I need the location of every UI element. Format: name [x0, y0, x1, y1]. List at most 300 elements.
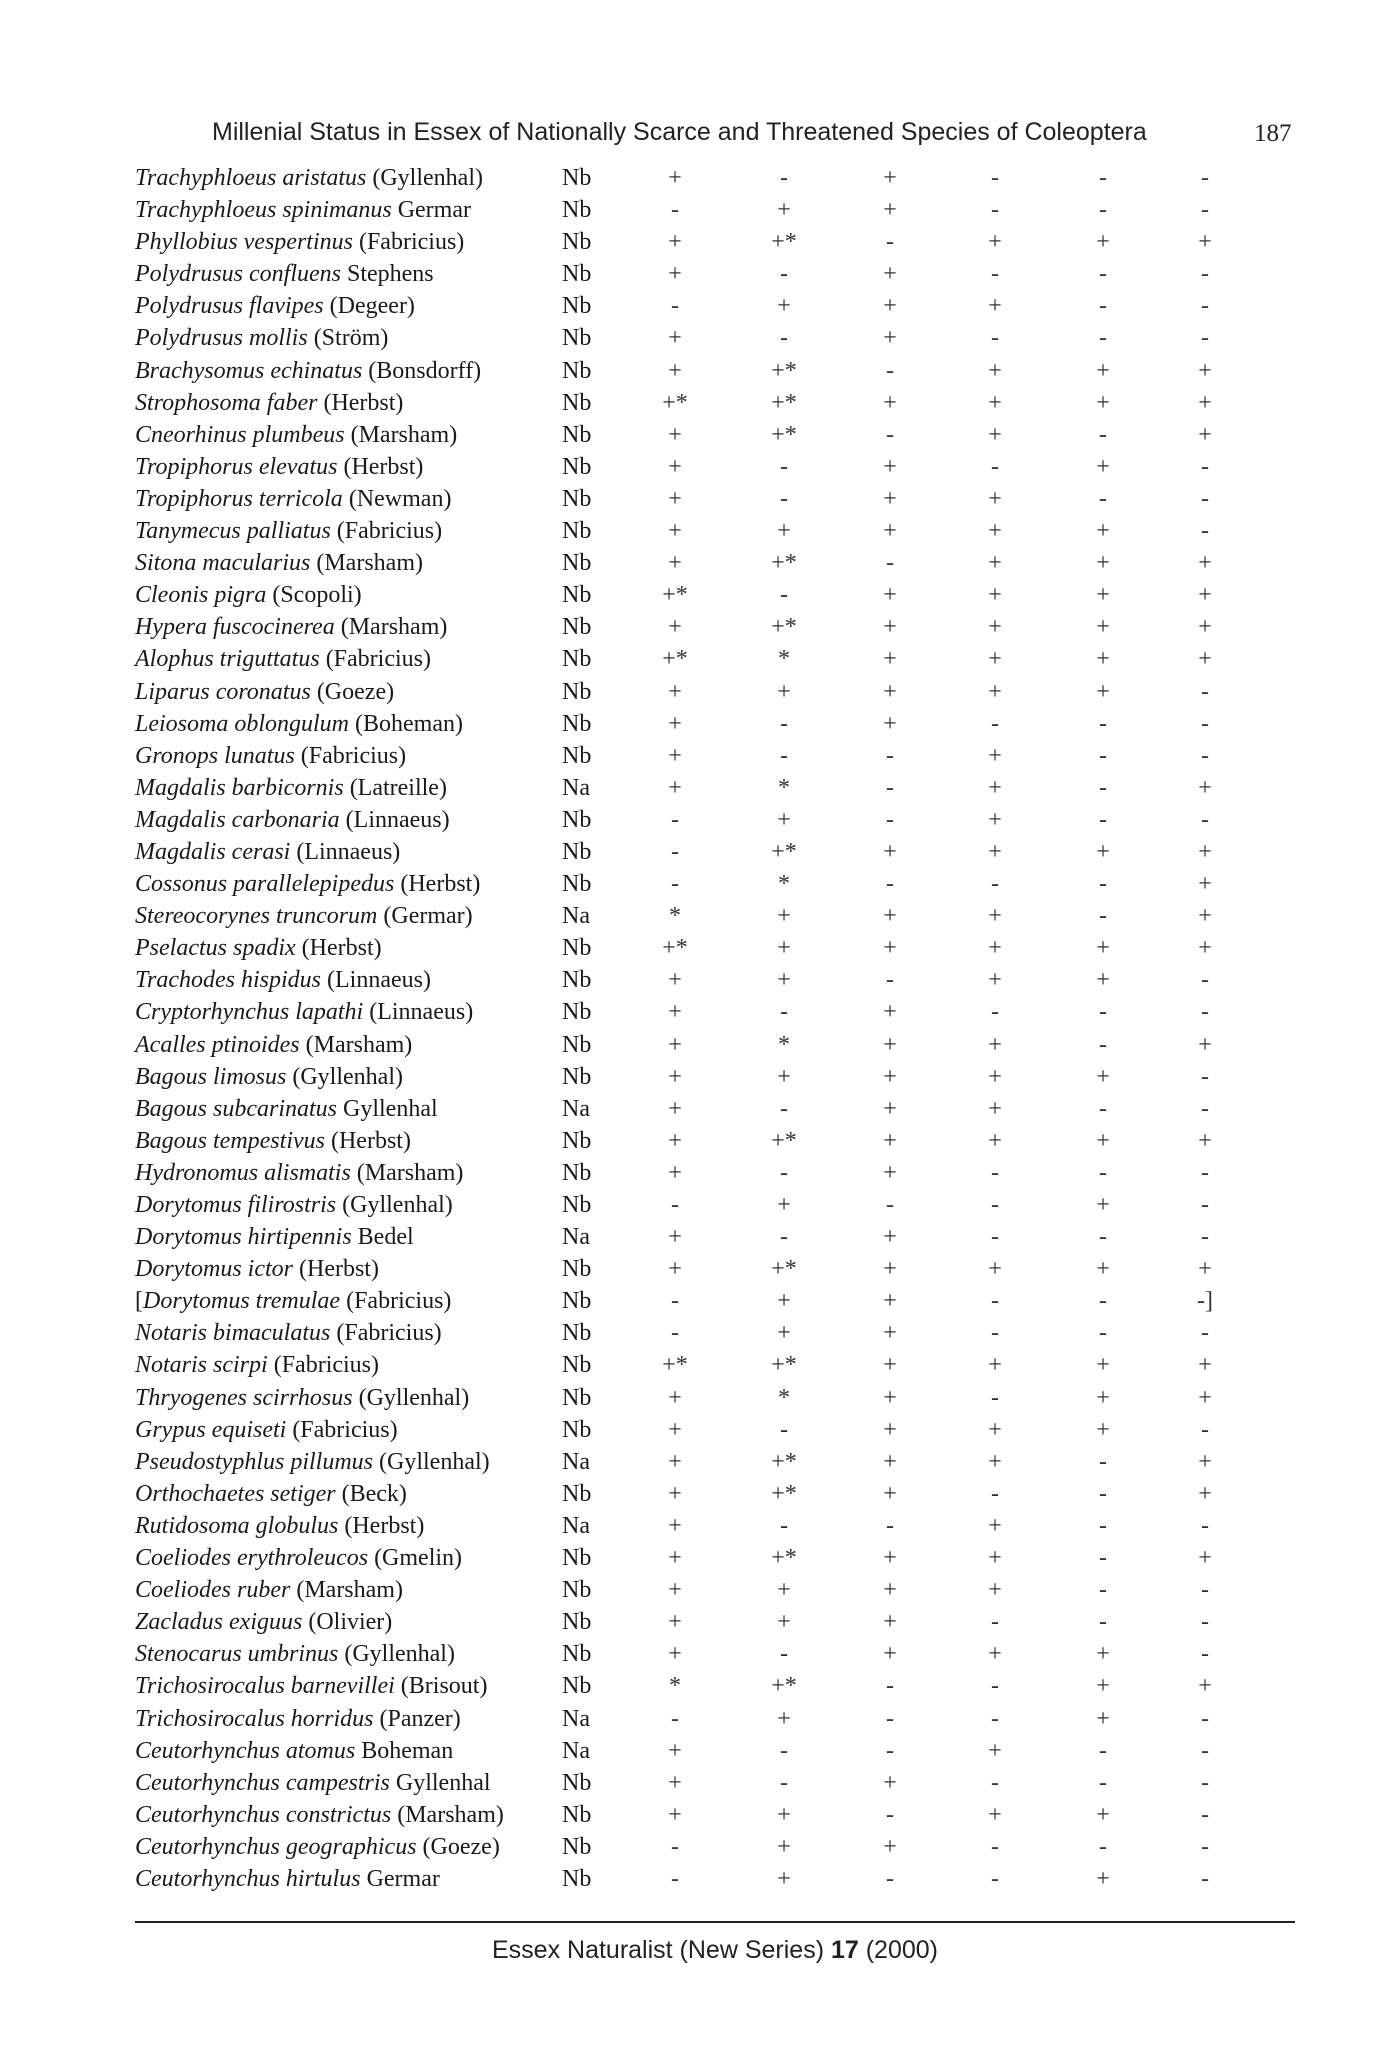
record-cell: -	[1201, 1865, 1209, 1892]
record-cell: -	[671, 197, 679, 224]
record-cell: +	[668, 1577, 682, 1604]
record-cell: +	[883, 1448, 897, 1475]
record-cell: +	[988, 421, 1002, 448]
conservation-status: Nb	[562, 1577, 592, 1604]
record-cell: +	[668, 550, 682, 577]
record-cell: +	[1198, 1127, 1212, 1154]
record-cell: +	[668, 1159, 682, 1186]
record-cell: +*	[771, 550, 797, 577]
species-authority: (Bonsdorff)	[368, 357, 482, 384]
table-row	[0, 611, 1400, 643]
record-cell: +*	[771, 1545, 797, 1572]
record-cell: -	[1201, 453, 1209, 480]
record-cell: +	[668, 421, 682, 448]
record-cell: -	[991, 1384, 999, 1411]
record-cell: -	[1201, 165, 1209, 191]
conservation-status: Nb	[562, 1801, 592, 1828]
record-cell: +	[1096, 646, 1110, 673]
record-cell: +*	[771, 838, 797, 865]
record-cell: -	[886, 229, 894, 256]
species-binomial: Leiosoma oblongulum	[135, 710, 350, 737]
species-binomial: Dorytomus tremulae	[143, 1288, 341, 1315]
record-cell: +	[1096, 1641, 1110, 1668]
record-cell: -	[991, 1705, 999, 1732]
record-cell: +	[988, 1641, 1002, 1668]
species-name	[135, 643, 431, 675]
record-cell: -	[780, 1512, 788, 1539]
record-cell: +	[988, 903, 1002, 930]
species-binomial: Hydronomus alismatis	[135, 1159, 351, 1186]
species-binomial: Coeliodes ruber	[135, 1577, 291, 1604]
record-cell: +	[1096, 935, 1110, 962]
conservation-status: Nb	[562, 1031, 592, 1058]
record-cell: -	[780, 742, 788, 769]
conservation-status: Nb	[562, 1127, 592, 1154]
conservation-status: Nb	[562, 1256, 592, 1283]
table-row	[0, 1863, 1400, 1895]
record-cell: +	[883, 1609, 897, 1636]
record-cell: +	[883, 1320, 897, 1347]
record-cell: -	[1099, 1480, 1107, 1507]
record-cell: +	[777, 1320, 791, 1347]
conservation-status: Nb	[562, 1641, 592, 1668]
record-cell: +	[1198, 229, 1212, 256]
species-binomial: Polydrusus flavipes	[135, 293, 324, 320]
species-authority: (Linnaeus)	[345, 806, 450, 833]
species-name	[135, 226, 464, 258]
table-row	[0, 1767, 1400, 1799]
species-name	[135, 322, 388, 354]
table-row	[0, 1478, 1400, 1510]
conservation-status: Nb	[562, 518, 592, 545]
record-cell: +	[1096, 582, 1110, 609]
species-authority: (Fabricius)	[358, 229, 465, 256]
species-binomial: Trachyphloeus spinimanus	[135, 197, 392, 224]
table-row	[0, 515, 1400, 547]
record-cell: +	[1198, 1031, 1212, 1058]
record-cell: -	[1099, 903, 1107, 930]
table-row	[0, 355, 1400, 387]
record-cell: +	[988, 229, 1002, 256]
record-cell: +	[668, 710, 682, 737]
record-cell: -	[780, 1224, 788, 1251]
species-authority: Gyllenhal	[343, 1095, 438, 1122]
record-cell: -	[1099, 1577, 1107, 1604]
record-cell: -	[1201, 1609, 1209, 1636]
record-cell: -	[1201, 967, 1209, 994]
record-cell: +	[777, 518, 791, 545]
footer-journal: Essex Naturalist (New Series)	[491, 1936, 825, 1964]
record-cell: -	[1201, 325, 1209, 352]
record-cell: +	[777, 935, 791, 962]
species-binomial: Notaris scirpi	[135, 1352, 268, 1379]
record-cell: -	[1099, 742, 1107, 769]
record-cell: -	[780, 453, 788, 480]
record-cell: +	[1096, 614, 1110, 641]
conservation-status: Nb	[562, 1609, 592, 1636]
record-cell: +	[668, 967, 682, 994]
species-binomial: Strophosoma faber	[135, 389, 318, 416]
record-cell: +	[1096, 1801, 1110, 1828]
record-cell: +	[1096, 678, 1110, 705]
species-authority: (Gyllenhal)	[358, 1384, 470, 1411]
record-cell: *	[778, 871, 790, 898]
record-cell: +	[668, 518, 682, 545]
record-cell: -	[1099, 871, 1107, 898]
record-cell: +	[1198, 1673, 1212, 1700]
species-authority: (Fabricius)	[336, 518, 443, 545]
species-name	[135, 1382, 469, 1414]
table-row	[0, 1510, 1400, 1542]
species-authority: (Fabricius)	[325, 646, 431, 673]
record-cell: +	[988, 518, 1002, 545]
record-cell: +	[1096, 229, 1110, 256]
record-cell: *	[669, 903, 681, 930]
record-cell: -	[1099, 999, 1107, 1026]
conservation-status: Nb	[562, 614, 592, 641]
record-cell: +	[668, 1127, 682, 1154]
record-cell: -	[1201, 1416, 1209, 1443]
species-name	[135, 1349, 379, 1381]
record-cell: -	[886, 1192, 894, 1218]
record-cell: +	[988, 389, 1002, 416]
record-cell: +	[777, 1833, 791, 1860]
record-cell: +	[668, 1095, 682, 1122]
record-cell: +	[1096, 1384, 1110, 1411]
record-cell: -	[1201, 1192, 1209, 1218]
record-cell: +	[988, 1352, 1002, 1379]
record-cell: +	[883, 1833, 897, 1860]
record-cell: -	[780, 261, 788, 288]
species-binomial: Bagous limosus	[135, 1063, 287, 1090]
record-cell: -	[1201, 742, 1209, 769]
species-authority: (Gyllenhal)	[379, 1448, 490, 1475]
record-cell: +	[988, 774, 1002, 801]
record-cell: +	[777, 806, 791, 833]
record-cell: -	[780, 325, 788, 352]
record-cell: +	[883, 1545, 897, 1572]
record-cell: -	[780, 1769, 788, 1796]
species-authority: (Olivier)	[308, 1609, 393, 1636]
species-name	[135, 290, 415, 322]
table-row	[0, 258, 1400, 290]
species-binomial: Trichosirocalus horridus	[135, 1705, 374, 1732]
record-cell: -	[886, 871, 894, 898]
table-row	[0, 1157, 1400, 1189]
record-cell: +	[988, 838, 1002, 865]
record-cell: -	[671, 871, 679, 898]
species-name	[135, 1478, 407, 1510]
record-cell: +	[883, 518, 897, 545]
species-authority: Stephens	[346, 261, 434, 288]
record-cell: -	[991, 1833, 999, 1860]
species-authority: Germar	[366, 1865, 440, 1892]
conservation-status: Nb	[562, 806, 592, 833]
record-cell: -	[1099, 1609, 1107, 1636]
species-authority: (Fabricius)	[346, 1288, 452, 1315]
table-row	[0, 772, 1400, 804]
record-cell: +	[668, 1512, 682, 1539]
record-cell: -]	[1197, 1288, 1213, 1315]
record-cell: +	[988, 1545, 1002, 1572]
record-cell: +	[777, 678, 791, 705]
record-cell: +*	[771, 614, 797, 641]
species-binomial: Hypera fuscocinerea	[135, 614, 335, 641]
species-authority: (Herbst)	[400, 871, 481, 898]
species-name	[135, 900, 473, 932]
conservation-status: Nb	[562, 293, 592, 320]
species-name	[135, 1831, 500, 1863]
record-cell: +	[668, 1609, 682, 1636]
record-cell: +*	[771, 357, 797, 384]
record-cell: -	[1201, 1577, 1209, 1604]
species-name	[135, 579, 362, 611]
conservation-status: Nb	[562, 485, 592, 512]
record-cell: +	[777, 1577, 791, 1604]
species-binomial: Acalles ptinoides	[135, 1031, 300, 1058]
table-row	[0, 194, 1400, 226]
species-binomial: Gronops lunatus	[135, 742, 295, 769]
species-authority: (Fabricius)	[273, 1352, 380, 1379]
record-cell: +*	[771, 1480, 797, 1507]
record-cell: +	[883, 646, 897, 673]
record-cell: +	[777, 1609, 791, 1636]
record-cell: +*	[662, 935, 688, 962]
table-row	[0, 451, 1400, 483]
species-authority: (Degeer)	[329, 293, 415, 320]
record-cell: +	[1096, 838, 1110, 865]
species-binomial: Notaris bimaculatus	[135, 1320, 331, 1347]
record-cell: -	[1201, 293, 1209, 320]
record-cell: +	[883, 453, 897, 480]
species-name	[135, 1414, 398, 1446]
bracket-open: [	[135, 1288, 143, 1315]
record-cell: -	[886, 742, 894, 769]
record-cell: -	[1099, 485, 1107, 512]
conservation-status: Nb	[562, 935, 592, 962]
record-cell: -	[886, 1705, 894, 1732]
page-number: 187	[1254, 120, 1292, 147]
species-name	[135, 1767, 491, 1799]
species-authority: (Marsham)	[397, 1801, 504, 1828]
record-cell: -	[1099, 774, 1107, 801]
species-authority: (Linnaeus)	[296, 838, 401, 865]
species-binomial: Bagous subcarinatus	[135, 1095, 338, 1122]
record-cell: +	[1198, 838, 1212, 865]
table-row	[0, 1670, 1400, 1702]
species-authority: (Gmelin)	[374, 1545, 463, 1572]
record-cell: +	[668, 1063, 682, 1090]
species-name	[135, 483, 451, 515]
species-authority: (Herbst)	[301, 935, 382, 962]
conservation-status: Nb	[562, 871, 592, 898]
record-cell: -	[671, 1865, 679, 1892]
species-authority: (Herbst)	[343, 453, 424, 480]
table-row	[0, 1253, 1400, 1285]
record-cell: +	[1198, 903, 1212, 930]
record-cell: -	[1099, 1545, 1107, 1572]
record-cell: -	[991, 710, 999, 737]
record-cell: -	[991, 325, 999, 352]
record-cell: -	[1099, 1095, 1107, 1122]
record-cell: -	[1201, 678, 1209, 705]
table-row	[0, 1831, 1400, 1863]
record-cell: +	[883, 999, 897, 1026]
record-cell: +	[988, 1801, 1002, 1828]
record-cell: +	[668, 614, 682, 641]
species-name	[135, 804, 450, 836]
species-binomial: Trachyphloeus aristatus	[135, 165, 367, 191]
footer-year: (2000)	[865, 1936, 938, 1964]
species-authority: (Herbst)	[344, 1512, 425, 1539]
record-cell: -	[991, 1224, 999, 1251]
species-authority: (Germar)	[383, 903, 473, 930]
record-cell: -	[1201, 197, 1209, 224]
conservation-status: Na	[562, 774, 590, 801]
table-row	[0, 836, 1400, 868]
record-cell: +	[1198, 646, 1212, 673]
table-row	[0, 740, 1400, 772]
record-cell: +	[988, 1416, 1002, 1443]
species-binomial: Brachysomus echinatus	[135, 357, 363, 384]
species-name	[135, 1799, 504, 1831]
record-cell: +	[988, 1448, 1002, 1475]
record-cell: +	[988, 1577, 1002, 1604]
species-name	[135, 355, 481, 387]
record-cell: +	[988, 646, 1002, 673]
record-cell: +	[988, 1127, 1002, 1154]
record-cell: +	[1096, 389, 1110, 416]
species-binomial: Orthochaetes setiger	[135, 1480, 336, 1507]
species-name	[135, 547, 423, 579]
table-row	[0, 1414, 1400, 1446]
table-row	[0, 708, 1400, 740]
record-cell: +	[1198, 1384, 1212, 1411]
record-cell: -	[1099, 1737, 1107, 1764]
record-cell: -	[780, 1095, 788, 1122]
species-binomial: Rutidosoma globulus	[135, 1512, 339, 1539]
species-status-table	[0, 162, 1400, 1895]
table-row	[0, 1703, 1400, 1735]
record-cell: +	[883, 1095, 897, 1122]
record-cell: -	[671, 806, 679, 833]
species-name	[135, 708, 463, 740]
record-cell: -	[780, 1159, 788, 1186]
species-binomial: Polydrusus mollis	[135, 325, 308, 352]
record-cell: +	[883, 1416, 897, 1443]
record-cell: +	[777, 1192, 791, 1218]
conservation-status: Nb	[562, 742, 592, 769]
record-cell: +	[777, 197, 791, 224]
record-cell: +	[883, 1127, 897, 1154]
species-authority: (Goeze)	[422, 1833, 500, 1860]
record-cell: *	[778, 1384, 790, 1411]
conservation-status: Nb	[562, 325, 592, 352]
species-name	[135, 836, 400, 868]
species-authority: (Goeze)	[316, 678, 395, 705]
species-authority: (Herbst)	[330, 1127, 411, 1154]
species-name	[135, 1638, 455, 1670]
record-cell: +	[1198, 774, 1212, 801]
record-cell: -	[991, 1159, 999, 1186]
record-cell: -	[1099, 293, 1107, 320]
record-cell: -	[991, 1192, 999, 1218]
record-cell: +*	[771, 421, 797, 448]
record-cell: +	[883, 1352, 897, 1379]
record-cell: +	[1198, 1352, 1212, 1379]
record-cell: +	[1096, 453, 1110, 480]
record-cell: +	[668, 1737, 682, 1764]
record-cell: -	[1201, 806, 1209, 833]
species-binomial: Polydrusus confluens	[135, 261, 341, 288]
record-cell: -	[1099, 1769, 1107, 1796]
record-cell: +	[1198, 614, 1212, 641]
species-authority: (Herbst)	[299, 1256, 379, 1283]
record-cell: +	[883, 293, 897, 320]
record-cell: -	[1099, 197, 1107, 224]
record-cell: +	[668, 1641, 682, 1668]
record-cell: -	[1201, 261, 1209, 288]
record-cell: +	[777, 1288, 791, 1315]
record-cell: +	[1096, 357, 1110, 384]
table-row	[0, 676, 1400, 708]
record-cell: +	[883, 1641, 897, 1668]
record-cell: -	[1099, 1159, 1107, 1186]
conservation-status: Nb	[562, 389, 592, 416]
record-cell: +	[668, 229, 682, 256]
species-name	[135, 1189, 453, 1221]
record-cell: +*	[771, 1127, 797, 1154]
conservation-status: Nb	[562, 1545, 592, 1572]
record-cell: +	[1096, 518, 1110, 545]
species-authority: (Gyllenhal)	[372, 165, 483, 191]
record-cell: -	[991, 1320, 999, 1347]
table-row	[0, 1606, 1400, 1638]
species-binomial: Tropiphorus elevatus	[135, 453, 338, 480]
record-cell: +*	[771, 1256, 797, 1283]
species-authority: Bedel	[357, 1224, 414, 1251]
record-cell: +	[1096, 550, 1110, 577]
conservation-status: Nb	[562, 678, 592, 705]
conservation-status: Nb	[562, 710, 592, 737]
table-row	[0, 1317, 1400, 1349]
table-row	[0, 1446, 1400, 1478]
record-cell: +	[1096, 967, 1110, 994]
species-name	[135, 1670, 487, 1702]
species-authority: Germar	[397, 197, 471, 224]
record-cell: -	[991, 1769, 999, 1796]
record-cell: +	[668, 325, 682, 352]
table-row	[0, 1735, 1400, 1767]
record-cell: -	[780, 582, 788, 609]
record-cell: -	[671, 1320, 679, 1347]
table-row	[0, 547, 1400, 579]
conservation-status: Nb	[562, 1192, 592, 1218]
footer-citation	[0, 1936, 1400, 1965]
table-row	[0, 1574, 1400, 1606]
conservation-status: Na	[562, 1512, 590, 1539]
record-cell: -	[1099, 1448, 1107, 1475]
species-authority: (Marsham)	[356, 1159, 464, 1186]
record-cell: +*	[662, 646, 688, 673]
record-cell: -	[1201, 1705, 1209, 1732]
record-cell: -	[991, 1673, 999, 1700]
record-cell: +	[668, 485, 682, 512]
species-name	[135, 1446, 490, 1478]
table-row	[0, 1061, 1400, 1093]
table-row	[0, 1221, 1400, 1253]
table-row	[0, 932, 1400, 964]
